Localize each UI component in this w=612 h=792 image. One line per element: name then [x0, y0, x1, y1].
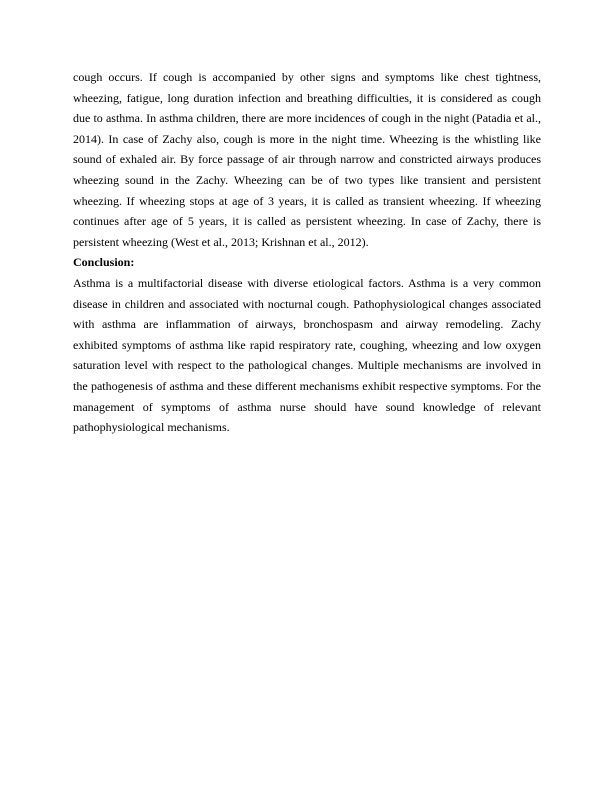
body-paragraph: cough occurs. If cough is accompanied by other signs and symptoms like chest tightness, wheezing, fatigue, long duration infection and breathing difficulties, it is considered as cough due to asthma. In asthma children, there are more incidences of cough in the night (Patadia et al., 2014). In case of Zachy also, cough is more in the night time. Wheezing is the whistling like sound of exhaled air. By force passage of air through narrow and constricted airways produces wheezing sound in the Zachy. Wheezing can be of two types like transient and persistent wheezing. If wheezing stops at age of 3 years, it is called as transient wheezing. If wheezing continues after age of 5 years, it is called as persistent wheezing. In case of Zachy, there is persistent wheezing (West et al., 2013; Krishnan et al., 2012). — [73, 70, 541, 249]
document-body — [73, 67, 541, 438]
conclusion-heading: Conclusion: — [73, 255, 135, 270]
conclusion-paragraph: Asthma is a multifactorial disease with diverse etiological factors. Asthma is a very common disease in children and associated with nocturnal cough. Pathophysiological changes associated with asthma are inflammation of airways, bronchospasm and airway remodeling. Zachy exhibited symptoms of asthma like rapid respiratory rate, coughing, wheezing and low oxygen saturation level with respect to the pathological changes. Multiple mechanisms are involved in the pathogenesis of asthma and these different mechanisms exhibit respective symptoms. For the management of symptoms of asthma nurse should have sound knowledge of relevant pathophysiological mechanisms. — [73, 275, 541, 435]
